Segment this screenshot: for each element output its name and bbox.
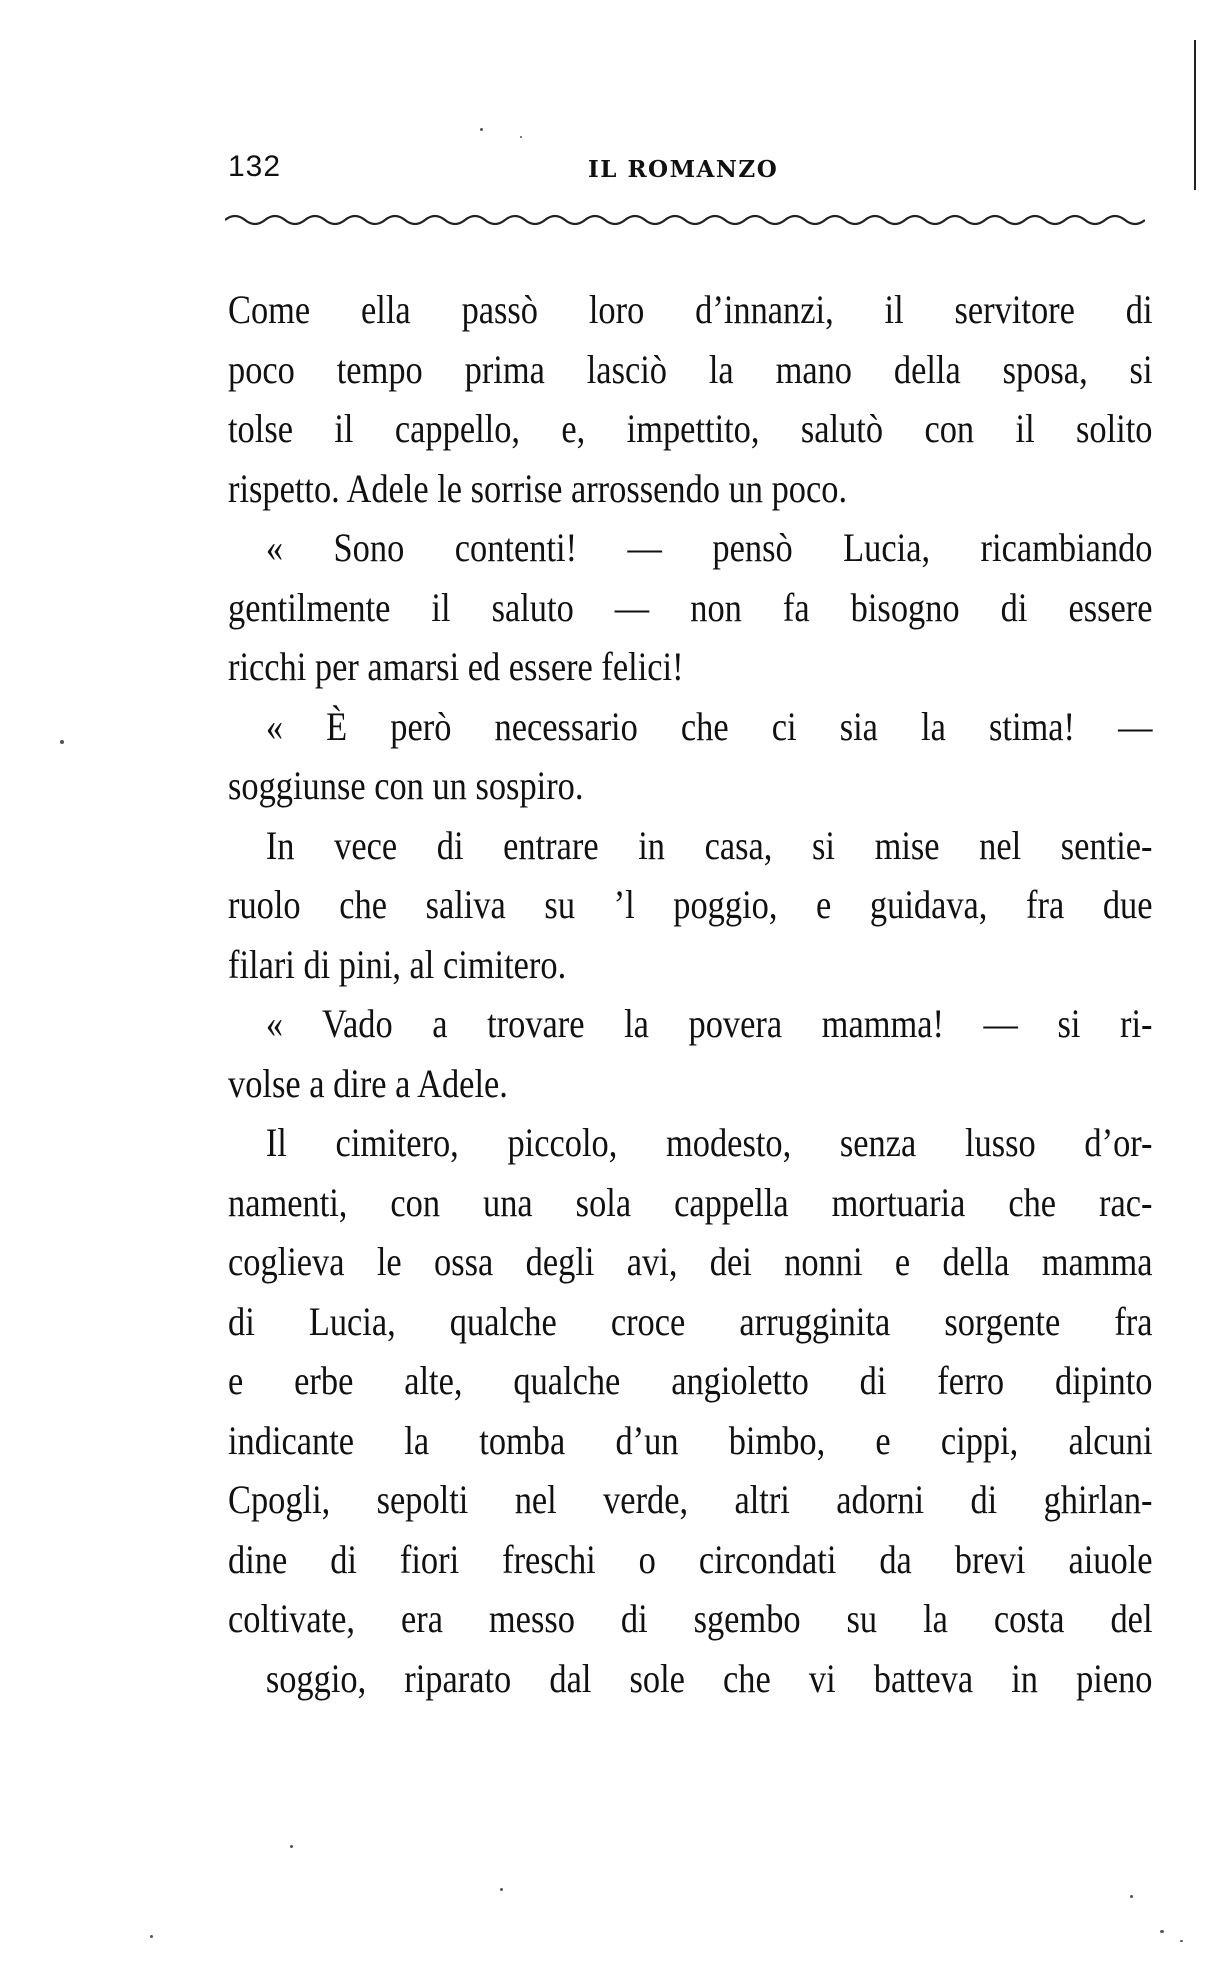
text-line-8: « È però necessario che ci sia la stima! —: [265, 703, 1153, 749]
text-line-22: dine di fiori freschi o circondati da brevi aiuole: [228, 1536, 1153, 1582]
text-line-3: tolse il cappello, e, impettito, salutò con il solito: [228, 406, 1153, 451]
scan-speck: [520, 136, 522, 138]
text-line-17: coglieva le ossa degli avi, dei nonni e della mamma: [228, 1239, 1153, 1284]
text-line-9: soggiunse con un sospiro.: [228, 763, 584, 808]
text-line-6: gentilmente il saluto — non fa bisogno di essere: [228, 584, 1153, 630]
text-line-14: volse a dire a Adele.: [228, 1060, 508, 1106]
text-line-7: ricchi per amarsi ed essere felici!: [228, 644, 684, 689]
scan-speck: [1130, 1895, 1133, 1898]
body-text: [228, 280, 1153, 1708]
scan-speck: [1160, 1930, 1164, 1933]
text-line-24: soggio, riparato dal sole che vi batteva in pieno: [265, 1655, 1153, 1701]
scan-edge-line: [1194, 40, 1196, 190]
scan-speck: [290, 1845, 293, 1848]
scan-speck: [1180, 1940, 1183, 1942]
text-line-16: namenti, con una sola cappella mortuaria che rac-: [228, 1179, 1153, 1225]
text-line-19: e erbe alte, qualche angioletto di ferro dipinto: [228, 1358, 1153, 1403]
text-line-2: poco tempo prima lasciò la mano della sposa, si: [228, 346, 1153, 392]
text-line-5: « Sono contenti! — pensò Lucia, ricambiando: [265, 525, 1153, 570]
scan-speck: [60, 740, 64, 744]
text-line-18: di Lucia, qualche croce arrugginita sorgente fra: [228, 1298, 1153, 1344]
page-number: 132: [228, 150, 282, 183]
scan-speck: [150, 1935, 153, 1938]
text-line-10: In vece di entrare in casa, si mise nel sentie-: [265, 822, 1153, 868]
running-head: IL ROMANZO: [588, 156, 779, 183]
text-line-20: indicante la tomba d’un bimbo, e cippi, alcuni: [228, 1417, 1153, 1463]
page-header: [228, 150, 1148, 200]
text-line-15: Il cimitero, piccolo, modesto, senza lusso d’or-: [265, 1120, 1153, 1165]
scan-speck: [500, 1888, 503, 1891]
scan-speck: [480, 128, 483, 131]
text-line-21: Cpogli, sepolti nel verde, altri adorni di ghirlan-: [228, 1477, 1153, 1522]
text-line-23: coltivate, era messo di sgembo su la costa del: [228, 1596, 1153, 1641]
text-line-13: « Vado a trovare la povera mamma! — si ri-: [265, 1001, 1153, 1046]
text-line-11: ruolo che saliva su ’l poggio, e guidava, fra due: [228, 882, 1153, 927]
text-line-12: filari di pini, al cimitero.: [228, 941, 567, 987]
text-line-4: rispetto. Adele le sorrise arrossendo un poco.: [228, 465, 848, 511]
wavy-rule-ornament: [225, 210, 1145, 230]
text-line-1: Come ella passò loro d’innanzi, il servitore di: [228, 287, 1153, 332]
